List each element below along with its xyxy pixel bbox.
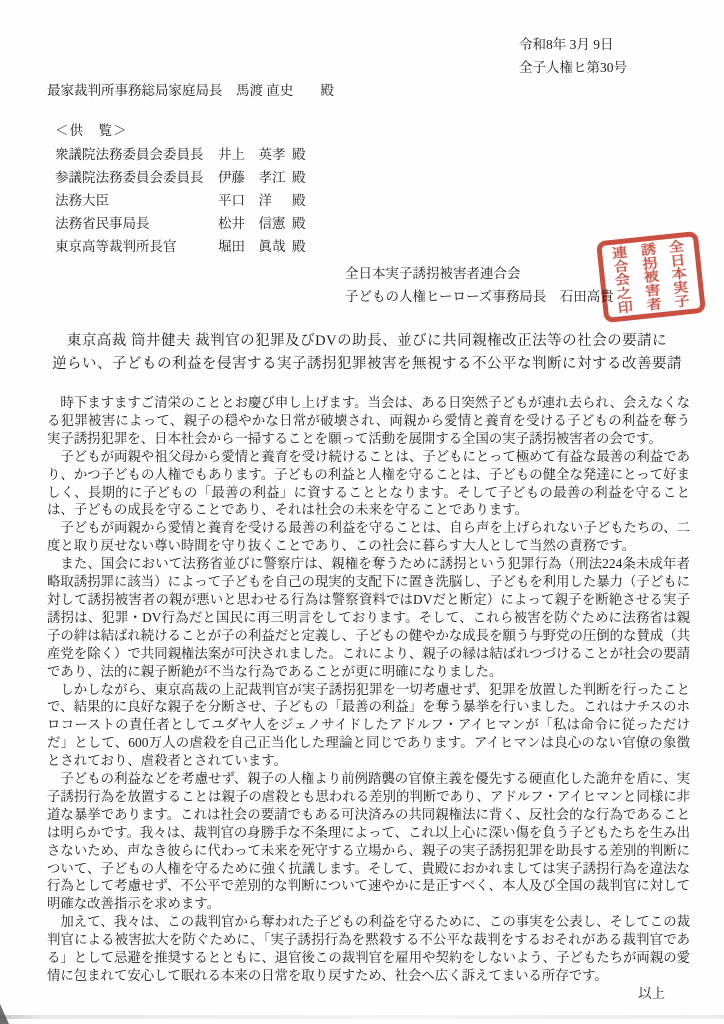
seal-glyph: 被	[642, 268, 660, 286]
seal-glyph: 印	[617, 298, 634, 316]
seal-glyph: 者	[645, 295, 663, 313]
seal-glyph: 合	[612, 258, 630, 275]
body-paragraph: 子どもが両親から愛情と養育を受ける最善の利益を守ることは、自ら声を上げられない子どもたちの、二度と取り戻せない尊い時間を守り抜くことであり、この社会に暮らす大人として当然の責務です。	[47, 520, 690, 554]
document-title-line1: 東京高裁 筒井健夫 裁判官の犯罪及びDVの助長、並びに共同親権改正法等の社会の要請に	[66, 333, 668, 349]
recipient-row	[55, 164, 306, 187]
seal-glyph: 拐	[641, 255, 658, 272]
kyoran-recipient-list	[55, 141, 306, 256]
seal-glyph: 実	[672, 279, 690, 296]
body-paragraph: 時下ますますご清栄のこととお慶び申し上げます。当会は、ある日突然子どもが連れ去られ、会えなくなる犯罪被害によって、親子の穏やかな日常が破壊され、両親から愛情と養育を受ける子どもの利益を奪う実子誘拐犯罪を、日本社会から一掃することを願って活動を展開する全国の実子誘拐被害者の会です。	[47, 395, 690, 446]
recipient-title: 衆議院法務委員会委員長	[55, 146, 204, 162]
kyoran-heading: ＜供 覧＞	[55, 123, 128, 138]
sender-block	[345, 262, 614, 308]
letter-body	[47, 394, 690, 1003]
scan-corner-artifact	[0, 1004, 9, 1024]
recipient-name: 伊藤 孝江	[218, 169, 286, 185]
recipient-honorific: 殿	[292, 215, 306, 231]
recipient-name: 松井 信憲	[218, 215, 286, 231]
red-hanko-seal-icon	[596, 231, 706, 323]
recipient-honorific: 殿	[292, 146, 306, 162]
seal-glyph: 連	[611, 244, 628, 262]
seal-glyph: 之	[615, 285, 633, 302]
recipient-title: 法務省民事局長	[55, 215, 150, 231]
recipient-row	[55, 233, 306, 256]
sender-organization: 全日本実子誘拐被害者連合会	[345, 266, 521, 281]
document-title-line2: 逆らい、子どもの利益を侵害する実子誘拐犯罪被害を無視する不公平な判断に対する改善要請	[52, 356, 682, 372]
body-paragraph: 子どもが両親や祖父母から愛情と養育を受け続けることは、子どもにとって極めて有益な最善の利益であり、かつ子どもの人権でもあります。子どもの利益と人権を守ることは、子どもの健全な発達にとって好ましく、長期的に子どもの「最善の利益」に資することとなります。そして子どもの最善の利益を守ることは、子どもの成長を守ることであり、それは社会の未来を守ることであります。	[47, 448, 690, 518]
recipient-honorific: 殿	[292, 238, 306, 254]
seal-glyph: 子	[674, 292, 691, 310]
recipient-name: 井上 英孝	[218, 146, 286, 162]
sender-signer: 子どもの人権ヒーローズ事務局長 石田高貴	[345, 289, 614, 304]
recipient-row	[55, 210, 306, 233]
recipient-title: 東京高等裁判所長官	[55, 238, 177, 254]
recipient-name: 堀田 眞哉	[218, 238, 286, 254]
recipient-row	[55, 141, 306, 164]
body-paragraph: しかしながら、東京高裁の上記裁判官が実子誘拐犯罪を一切考慮せず、犯罪を放置した判断を行ったことで、結果的に良好な親子を分断させ、子どもの「最善の利益」を奪う暴挙を行いました。これはナチスのホロコーストの責任者としてユダヤ人をジェノサイドしたアドルフ・アイヒマンが「私は命令に従っただけだ」として、600万人の虐殺を自己正当化した理論と同じであります。アイヒマンは良心のない官僚の象徴とされており、虐殺者とされています。	[47, 681, 690, 769]
body-paragraph: 子どもの利益などを考慮せず、親子の人権より前例踏襲の官僚主義を優先する硬直化した詭弁を盾に、実子誘拐行為を放置することは親子の虐殺とも思われる差別的判断であり、アドルフ・アイヒマンと同様に非道な暴挙であります。これは社会の要請でもある可決済みの共同親権法に背く、反社会的な行為であることは明らかです。我々は、裁判官の身勝手な不条理によって、これ以上心に深い傷を負う子どもたちを生み出さないため、声なき彼らに代わって未来を死守する立場から、親子の実子誘拐犯罪を助長する差別的判断について、子どもの人権を守るために強く抗議します。そして、貴殿におかれましては実子誘拐行為を違法な行為として考慮せず、不公平で差別的な判断について速やかに是正すべく、本人及び全国の裁判官に対して明確な改善指示を求めます。	[47, 771, 690, 912]
body-paragraph: また、国会において法務省並びに警察庁は、親権を奪うために誘拐という犯罪行為（刑法224条未成年者略取誘拐罪に該当）によって子どもを自己の現実的支配下に置き洗脳し、子どもを利用した暴力（子どもに対して誘拐被害者の親が悪いと思わせる行為は警察資料ではDVだと断定）によって親子を断絶させる実子誘拐は、犯罪・DV行為だと国民に再三明言をしております。そして、これら被害を防ぐために法務省は親子の絆は結ばれ続けることが子の利益だと定義し、子どもの健やかな成長を願う与野党の圧倒的な賛成（共産党を除く）で共同親権法案が可決されました。これにより、親子の縁は結ばれつづけることが社会の要請であり、法的に親子断絶が不当な行為であることが更に明確になりました。	[47, 556, 690, 679]
document-number: 全子人権ヒ第30号	[519, 60, 627, 75]
recipient-title: 法務大臣	[55, 192, 109, 208]
addressee-line: 最家裁判所事務総局家庭局長 馬渡 直史 殿	[47, 83, 334, 98]
document-date: 令和8年 3月 9日	[519, 37, 614, 52]
scan-edge-shadow	[0, 1015, 724, 1019]
seal-glyph: 本	[671, 265, 688, 283]
seal-glyph: 日	[669, 252, 687, 269]
recipient-honorific: 殿	[292, 192, 306, 208]
seal-glyph: 害	[644, 282, 661, 299]
recipient-name: 平口 洋	[218, 192, 272, 208]
closing-ijou: 以上	[638, 985, 665, 1001]
recipient-title: 参議院法務委員会委員長	[55, 169, 204, 185]
recipient-honorific: 殿	[292, 169, 306, 185]
seal-glyph: 全	[668, 238, 685, 256]
seal-glyph: 会	[614, 271, 631, 289]
document-title	[40, 330, 694, 376]
body-paragraph: 加えて、我々は、この裁判官から奪われた子どもの利益を守るために、この事実を公表し、そしてこの裁判官による被害拡大を防ぐために、「実子誘拐行為を黙殺する不公平な裁判をするおそれがある裁判官である」として忌避を推奨するとともに、退官後この裁判官を雇用や契約をしないよう、子どもたちが両親の愛情に包まれて安心して眠れる本来の日常を取り戻すため、社会へ広く訴えてまいる所存です。	[47, 914, 690, 983]
header-meta	[519, 33, 627, 79]
seal-glyph: 誘	[639, 241, 657, 259]
recipient-row	[55, 187, 306, 210]
